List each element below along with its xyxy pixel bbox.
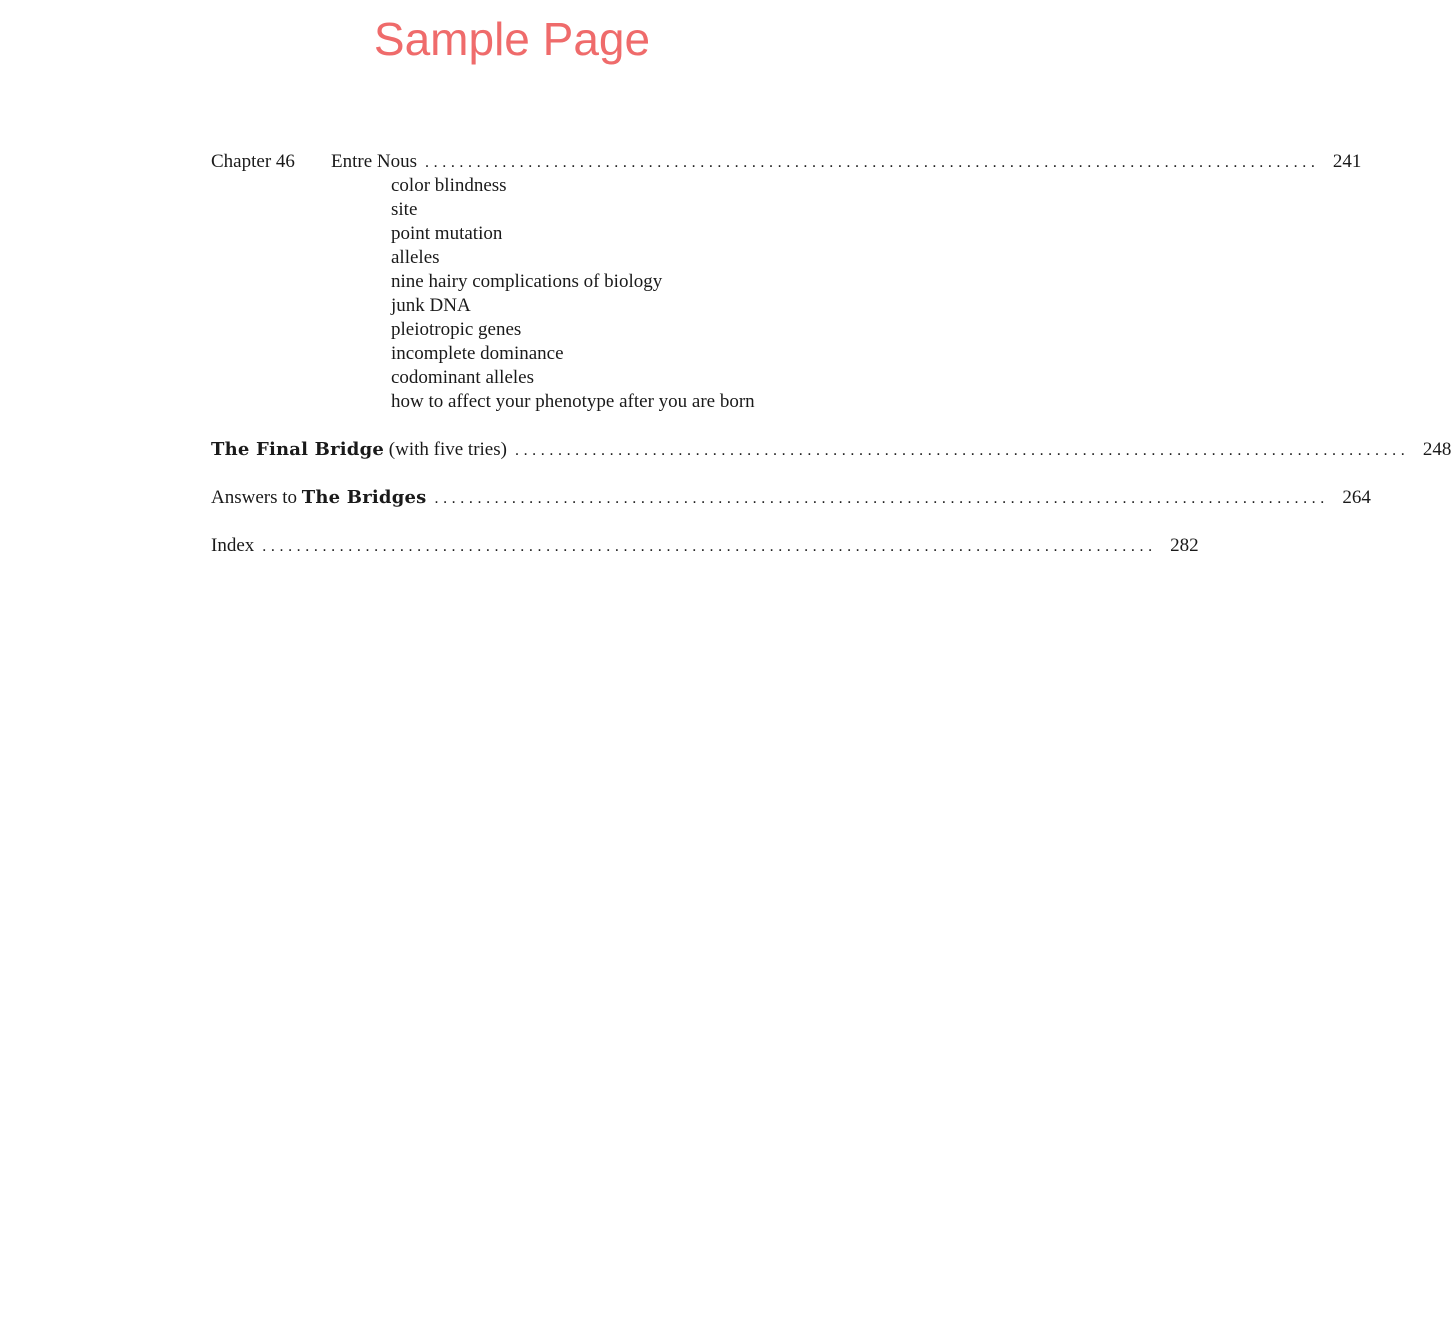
subtopic-item: how to affect your phenotype after you are born bbox=[391, 391, 755, 412]
dot-leader: ........................................................................................................ bbox=[262, 538, 1157, 555]
chapter-title: Entre Nous bbox=[331, 151, 418, 172]
subtopic-item: pleiotropic genes bbox=[391, 319, 522, 340]
spacer bbox=[211, 462, 821, 486]
answers-prefix: Answers to bbox=[211, 487, 298, 508]
table-of-contents bbox=[211, 150, 1451, 558]
answers-title bbox=[211, 486, 426, 510]
spacer bbox=[211, 510, 821, 534]
subtopic-item: alleles bbox=[391, 247, 440, 268]
dot-leader: ........................................................................................................ bbox=[514, 442, 1410, 459]
subtopic-item: color blindness bbox=[391, 175, 507, 196]
toc-entry-index[interactable] bbox=[211, 534, 1199, 558]
dot-leader: ........................................................................................................ bbox=[425, 154, 1320, 171]
subtopic-item: point mutation bbox=[391, 223, 503, 244]
toc-entry-final-bridge[interactable] bbox=[211, 438, 1451, 462]
toc-entry-chapter-46[interactable] bbox=[211, 150, 1362, 174]
final-bridge-subtitle: (with five tries) bbox=[388, 439, 507, 460]
spacer bbox=[211, 414, 821, 438]
subtopic-item: incomplete dominance bbox=[391, 343, 564, 364]
chapter-number: Chapter 46 bbox=[211, 151, 295, 172]
final-bridge-title bbox=[211, 438, 507, 462]
subtopic-item: site bbox=[391, 199, 418, 220]
subtopic-item: junk DNA bbox=[391, 295, 471, 316]
toc-entry-answers[interactable] bbox=[211, 486, 1371, 510]
page-number: 241 bbox=[1332, 151, 1362, 172]
subtopic-item: nine hairy complications of biology bbox=[391, 271, 663, 292]
sample-page-watermark: Sample Page bbox=[373, 13, 651, 65]
page-number: 264 bbox=[1342, 487, 1371, 508]
chapter-46-subtopics bbox=[391, 174, 821, 414]
index-title: Index bbox=[211, 535, 255, 556]
answers-bold-title: The Bridges bbox=[301, 487, 427, 508]
page-number: 282 bbox=[1170, 535, 1199, 556]
subtopic-item: codominant alleles bbox=[391, 367, 534, 388]
final-bridge-bold-title: The Final Bridge bbox=[211, 439, 385, 460]
page-number: 248 bbox=[1422, 439, 1451, 460]
dot-leader: ........................................................................................................ bbox=[434, 490, 1329, 507]
